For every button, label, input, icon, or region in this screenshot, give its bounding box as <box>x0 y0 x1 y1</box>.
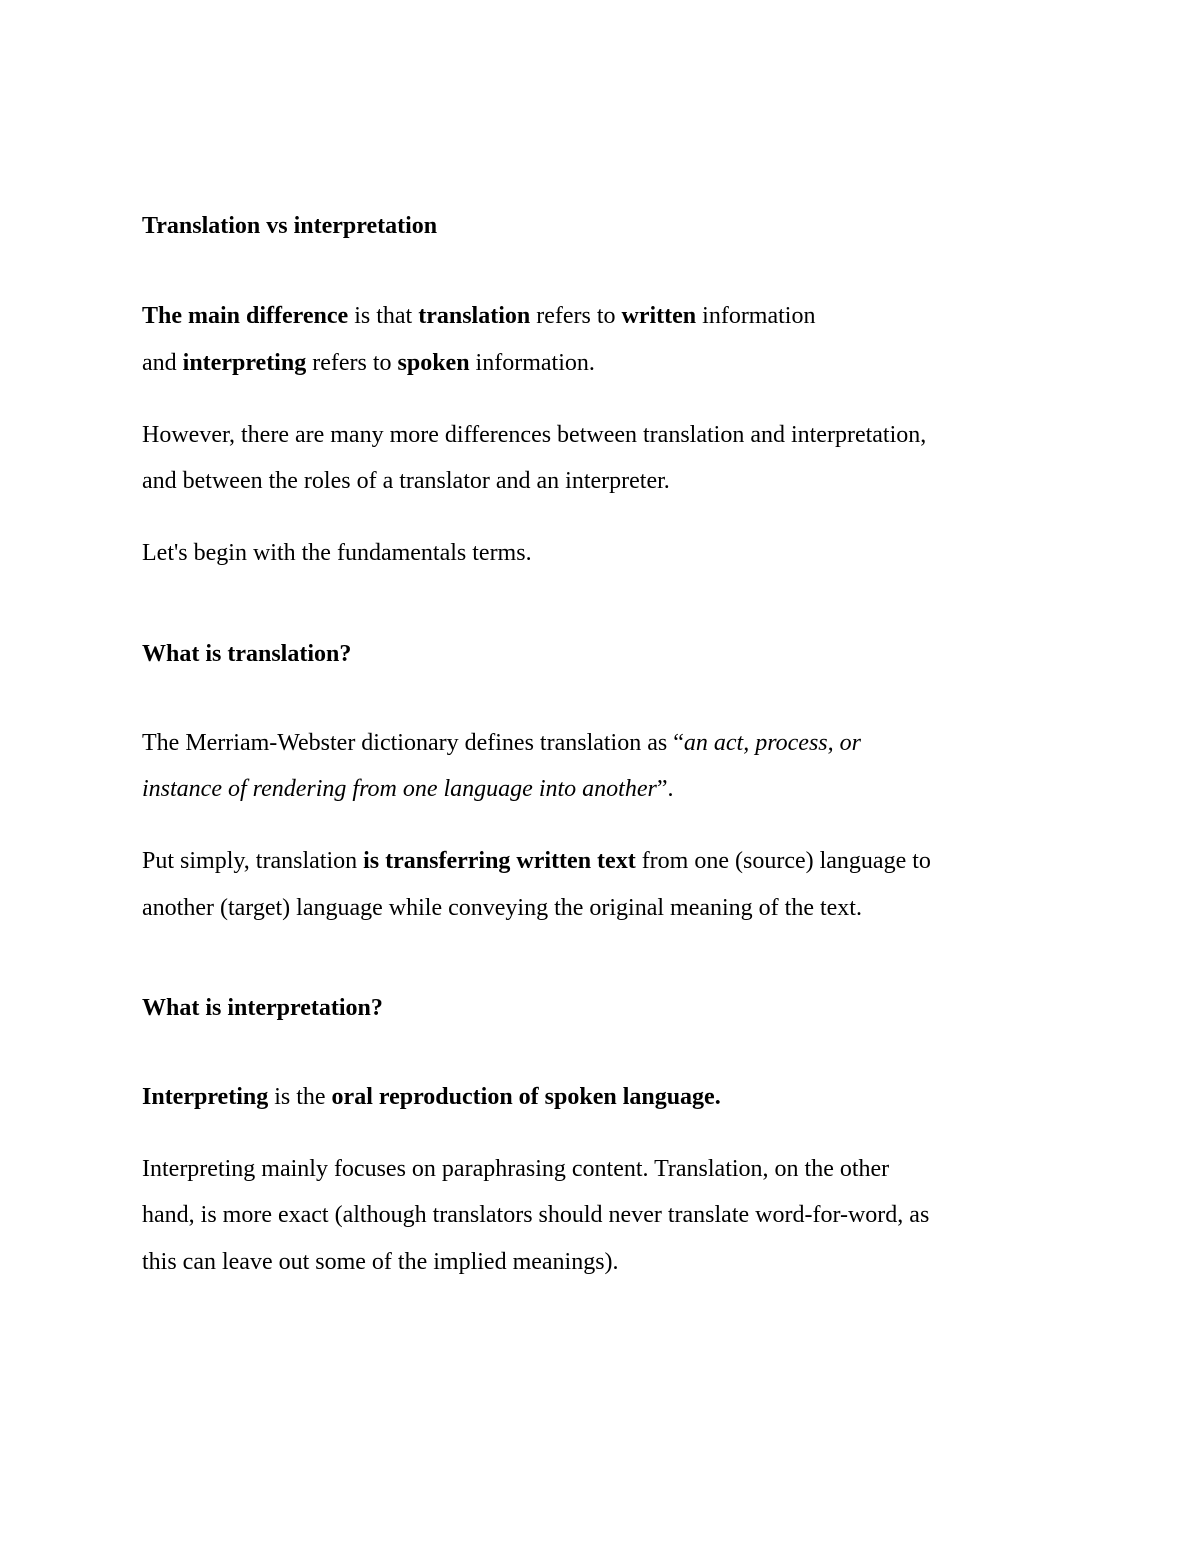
begin-paragraph: Let's begin with the fundamentals terms. <box>142 540 532 566</box>
intro-line-1 <box>142 302 1082 330</box>
definition-bold-oral-reproduction: oral reproduction of spoken language. <box>331 1084 721 1110</box>
intro-bold-main-difference: The main difference <box>142 303 349 329</box>
heading-what-is-interpretation: What is interpretation? <box>142 995 383 1021</box>
intro-line-2 <box>142 349 1082 377</box>
simply-paragraph-line-2: another (target) language while conveying the original meaning of the text. <box>142 895 862 921</box>
heading-what-is-translation: What is translation? <box>142 641 352 667</box>
intro-text: refers to <box>530 303 622 329</box>
intro-text: and <box>142 350 183 376</box>
definition-text: is the <box>268 1084 332 1110</box>
intro-bold-written: written <box>621 303 697 329</box>
merriam-paragraph-line-1 <box>142 729 1082 757</box>
merriam-text: The Merriam-Webster dictionary defines translation as “ <box>142 730 684 756</box>
simply-paragraph-line-1 <box>142 847 1082 875</box>
paraphrasing-paragraph-line-1: Interpreting mainly focuses on paraphrasing content. Translation, on the other <box>142 1156 890 1182</box>
interpreting-definition <box>142 1083 1082 1111</box>
intro-bold-spoken: spoken <box>397 350 470 376</box>
paraphrasing-paragraph-line-3: this can leave out some of the implied meanings). <box>142 1249 619 1275</box>
definition-bold-interpreting: Interpreting <box>142 1084 269 1110</box>
intro-text: information. <box>469 350 595 376</box>
however-paragraph-line-2: and between the roles of a translator and an interpreter. <box>142 468 670 494</box>
simply-text: Put simply, translation <box>142 848 364 874</box>
intro-text: is that <box>348 303 419 329</box>
simply-text: from one (source) language to <box>635 848 931 874</box>
merriam-italic-quote: an act, process, or <box>683 730 861 756</box>
merriam-italic-quote: instance of rendering from one language into another <box>142 776 657 802</box>
however-paragraph-line-1: However, there are many more differences between translation and interpretation, <box>142 422 927 448</box>
document-title: Translation vs interpretation <box>142 213 438 239</box>
simply-bold-transferring: is transferring written text <box>363 848 636 874</box>
paraphrasing-paragraph-line-2: hand, is more exact (although translators should never translate word-for-word, as <box>142 1202 930 1228</box>
merriam-paragraph-line-2 <box>142 775 1082 803</box>
intro-bold-translation: translation <box>418 303 531 329</box>
intro-text: information <box>696 303 816 329</box>
intro-bold-interpreting: interpreting <box>182 350 307 376</box>
intro-text: refers to <box>306 350 398 376</box>
merriam-text: ”. <box>656 776 674 802</box>
